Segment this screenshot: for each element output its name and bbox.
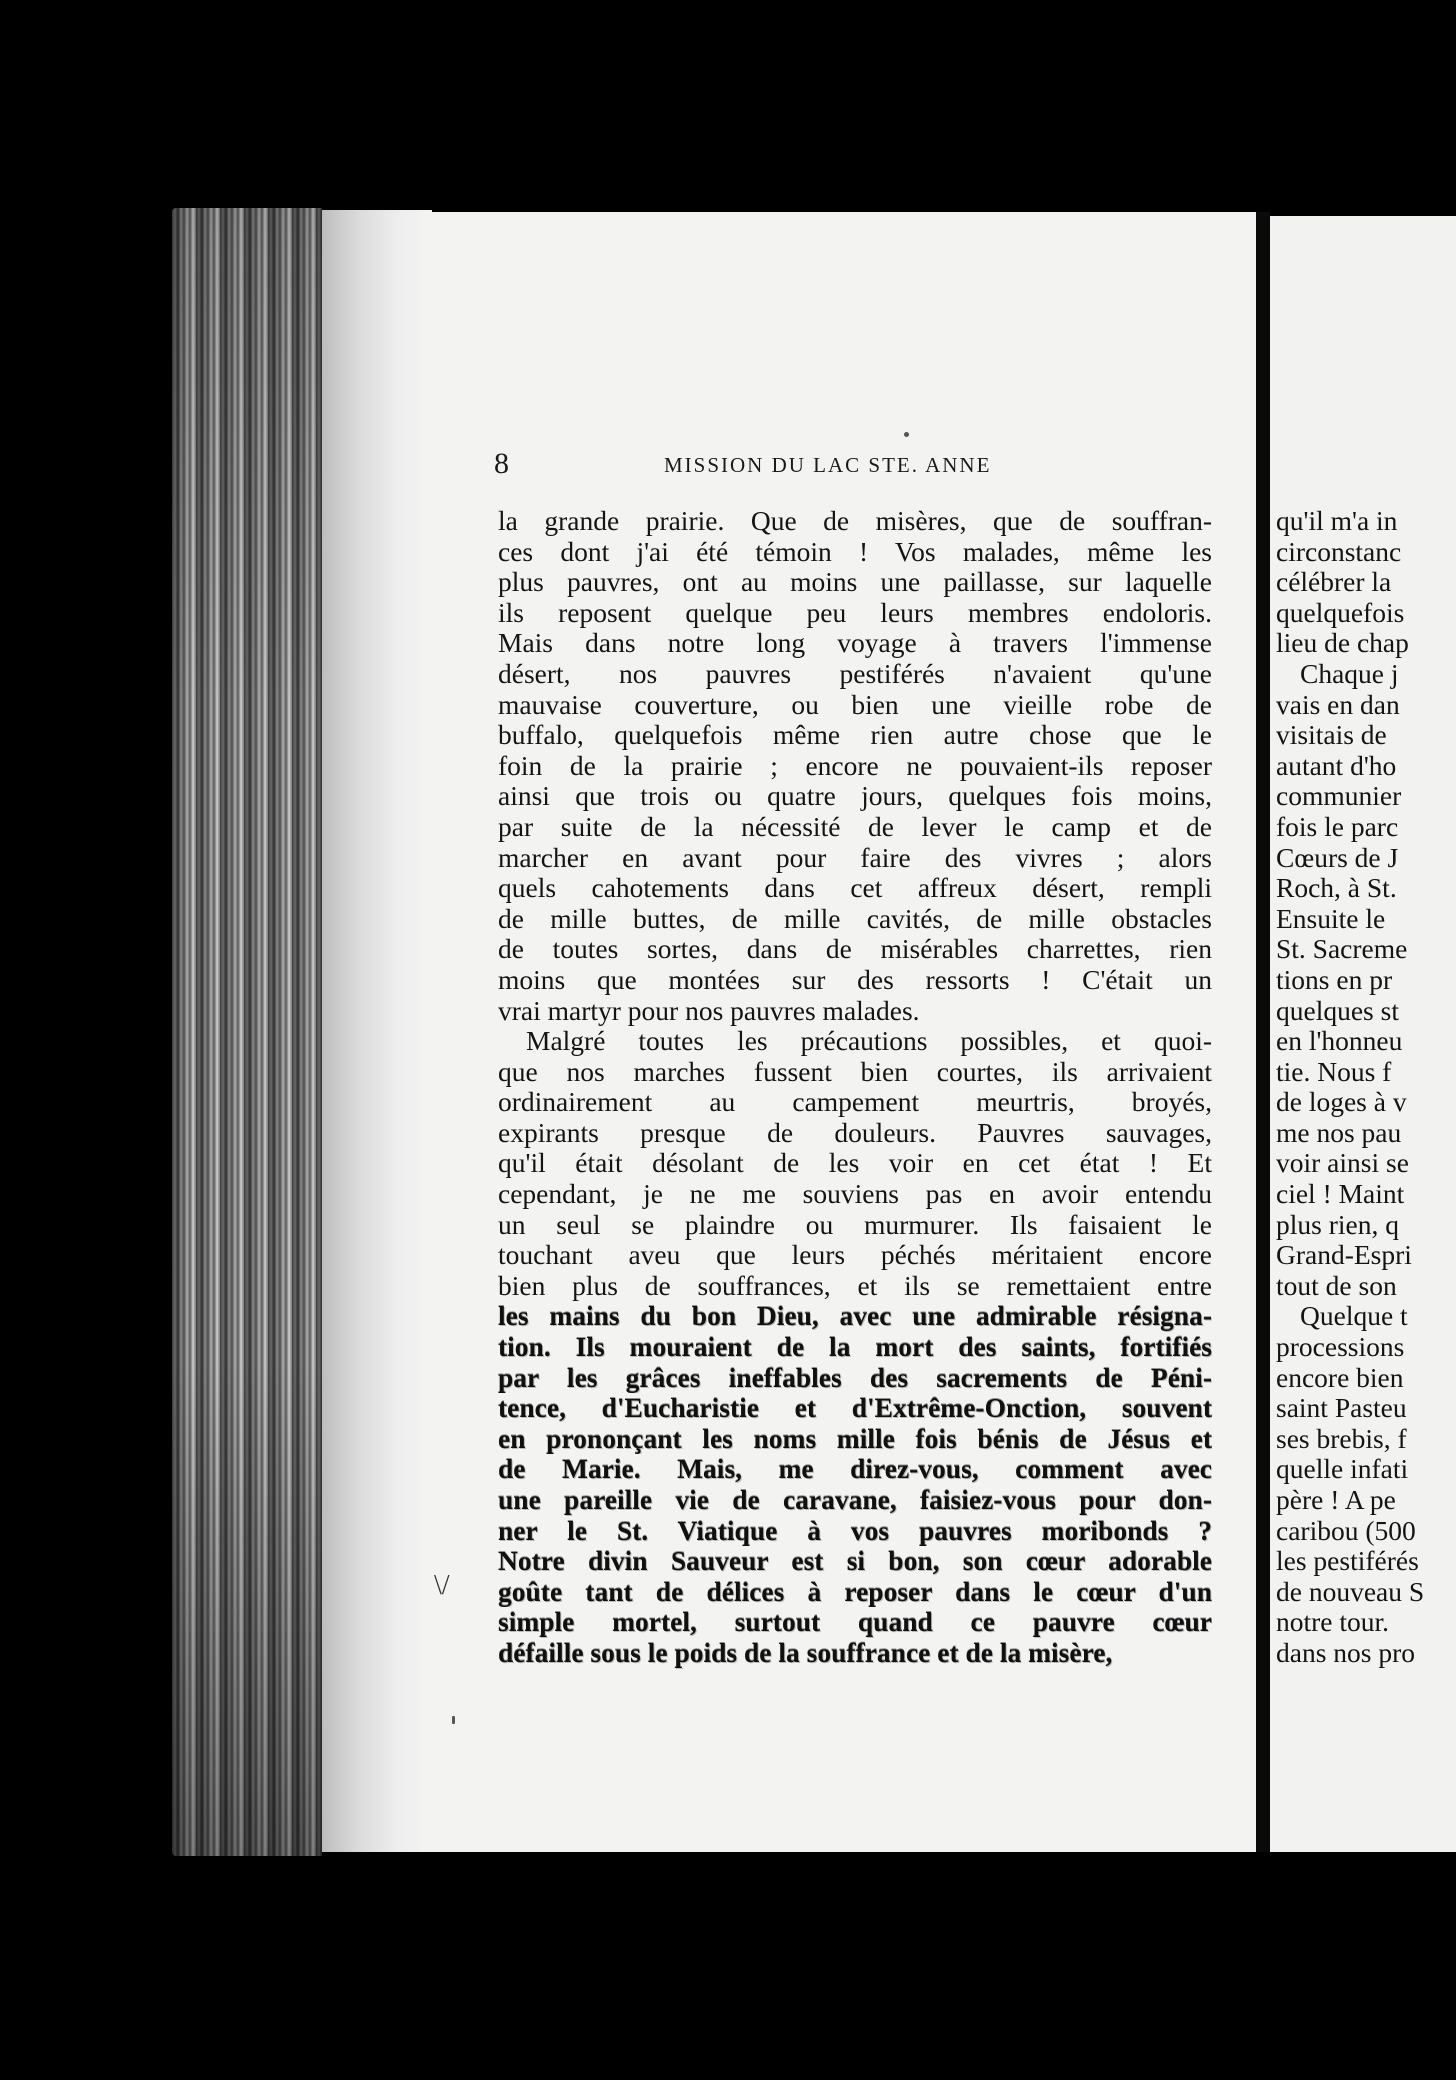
text-line: processions bbox=[1276, 1332, 1405, 1363]
text-line: une pareille vie de caravane, faisiez-vous pour don- bbox=[498, 1485, 1212, 1515]
text-line: caribou (500 bbox=[1276, 1515, 1416, 1546]
text-line: fois le parc bbox=[1276, 811, 1399, 842]
text-line: de toutes sortes, dans de misérables charrettes, rien bbox=[498, 934, 1212, 965]
text-line: quelquefois bbox=[1276, 597, 1405, 628]
text-line: tence, d'Eucharistie et d'Extrême-Onction, souvent bbox=[498, 1393, 1212, 1424]
text-line: défaille sous le poids de la souffrance et de la misère, bbox=[498, 1637, 1113, 1668]
text-line: touchant aveu que leurs péchés méritaient encore bbox=[498, 1240, 1212, 1271]
text-line: qu'il m'a in bbox=[1276, 506, 1398, 536]
text-line: expirants presque de douleurs. Pauvres sauvages, bbox=[498, 1117, 1212, 1148]
book-page-edges bbox=[172, 208, 322, 1856]
text-line: saint Pasteu bbox=[1276, 1393, 1407, 1424]
text-line: ciel ! Maint bbox=[1276, 1179, 1405, 1210]
text-line: de Marie. Mais, me direz-vous, comment avec bbox=[498, 1454, 1212, 1485]
text-line: ils reposent quelque peu leurs membres endoloris. bbox=[498, 597, 1212, 628]
margin-tick-mark: \/ bbox=[434, 1570, 450, 1601]
text-line: notre tour. bbox=[1276, 1607, 1390, 1638]
text-line: visitais de bbox=[1276, 720, 1387, 751]
text-line: ordinairement au campement meurtris, broyés, bbox=[498, 1087, 1212, 1118]
text-line: St. Sacreme bbox=[1276, 934, 1408, 965]
text-line: dans nos pro bbox=[1276, 1637, 1416, 1668]
running-head bbox=[494, 446, 1234, 482]
text-line: de loges à v bbox=[1276, 1087, 1407, 1118]
text-line: Mais dans notre long voyage à travers l'immense bbox=[498, 628, 1212, 659]
page-divider bbox=[1256, 212, 1270, 1852]
text-line: de mille buttes, de mille cavités, de mille obstacles bbox=[498, 903, 1212, 934]
text-line: voir ainsi se bbox=[1276, 1148, 1409, 1179]
text-line: Grand-Espri bbox=[1276, 1240, 1412, 1271]
text-line: ner le St. Viatique à vos pauvres moribonds ? bbox=[498, 1515, 1212, 1546]
text-line: tie. Nous f bbox=[1276, 1056, 1392, 1087]
text-line: quels cahotements dans cet affreux désert, rempli bbox=[498, 873, 1212, 904]
speck-mark bbox=[904, 432, 909, 437]
text-line: me nos pau bbox=[1276, 1117, 1402, 1148]
text-line: moins que montées sur des ressorts ! C'était un bbox=[498, 964, 1212, 995]
text-line: Ensuite le bbox=[1276, 903, 1386, 934]
text-line: père ! A pe bbox=[1276, 1485, 1396, 1515]
text-line: désert, nos pauvres pestiférés n'avaient qu'une bbox=[498, 658, 1212, 689]
text-line: la grande prairie. Que de misères, que de souffran- bbox=[498, 506, 1212, 536]
speck-mark bbox=[452, 1716, 455, 1724]
text-line: circonstanc bbox=[1276, 536, 1402, 567]
left-page-text bbox=[498, 506, 1212, 1669]
text-line: ses brebis, f bbox=[1276, 1423, 1407, 1454]
text-line: quelques st bbox=[1276, 995, 1399, 1026]
text-line: tout de son bbox=[1276, 1270, 1397, 1301]
text-line: par suite de la nécessité de lever le camp et de bbox=[498, 811, 1212, 842]
text-line: Cœurs de J bbox=[1276, 842, 1399, 873]
text-line: Chaque j bbox=[1300, 658, 1399, 689]
text-line: qu'il était désolant de les voir en cet état ! Et bbox=[498, 1148, 1212, 1179]
text-line: les mains du bon Dieu, avec une admirable résigna- bbox=[498, 1301, 1212, 1332]
text-line: encore bien bbox=[1276, 1362, 1404, 1393]
text-line: goûte tant de délices à reposer dans le cœur d'un bbox=[498, 1576, 1212, 1607]
text-line: Quelque t bbox=[1300, 1301, 1408, 1332]
text-line: simple mortel, surtout quand ce pauvre cœur bbox=[498, 1607, 1212, 1638]
right-page-text bbox=[1276, 506, 1456, 1669]
page-number: 8 bbox=[494, 447, 509, 480]
text-line: buffalo, quelquefois même rien autre chose que le bbox=[498, 720, 1212, 751]
text-line: plus rien, q bbox=[1276, 1209, 1399, 1240]
text-line: par les grâces ineffables des sacrements de Péni- bbox=[498, 1362, 1212, 1393]
text-line: bien plus de souffrances, et ils se remettaient entre bbox=[498, 1270, 1212, 1301]
text-line: vrai martyr pour nos pauvres malades. bbox=[498, 995, 920, 1026]
text-line: un seul se plaindre ou murmurer. Ils faisaient le bbox=[498, 1209, 1212, 1240]
text-line: ainsi que trois ou quatre jours, quelques fois moins, bbox=[498, 781, 1212, 812]
text-line: de nouveau S bbox=[1276, 1576, 1425, 1607]
text-line: communier bbox=[1276, 781, 1402, 812]
text-line: Malgré toutes les précautions possibles, et quoi- bbox=[526, 1026, 1212, 1057]
text-line: les pestiférés bbox=[1276, 1546, 1419, 1577]
text-line: ces dont j'ai été témoin ! Vos malades, même les bbox=[498, 536, 1212, 567]
text-line: cependant, je ne me souviens pas en avoir entendu bbox=[498, 1179, 1212, 1210]
text-line: marcher en avant pour faire des vivres ; alors bbox=[498, 842, 1212, 873]
text-line: lieu de chap bbox=[1276, 628, 1409, 659]
text-line: en l'honneu bbox=[1276, 1026, 1403, 1057]
text-line: foin de la prairie ; encore ne pouvaient-ils reposer bbox=[498, 750, 1212, 781]
text-line: Roch, à St. bbox=[1276, 873, 1397, 904]
text-line: plus pauvres, ont au moins une paillasse, sur laquelle bbox=[498, 567, 1212, 598]
text-line: tions en pr bbox=[1276, 964, 1393, 995]
text-line: en prononçant les noms mille fois bénis de Jésus et bbox=[498, 1423, 1212, 1454]
page-gutter bbox=[322, 210, 432, 1852]
text-line: quelle infati bbox=[1276, 1454, 1409, 1485]
text-line: autant d'ho bbox=[1276, 750, 1397, 781]
text-line: mauvaise couverture, ou bien une vieille robe de bbox=[498, 689, 1212, 720]
running-head-title: MISSION DU LAC STE. ANNE bbox=[664, 453, 992, 477]
text-line: Notre divin Sauveur est si bon, son cœur adorable bbox=[498, 1546, 1212, 1577]
text-line: que nos marches fussent bien courtes, ils arrivaient bbox=[498, 1056, 1212, 1087]
text-line: vais en dan bbox=[1276, 689, 1400, 720]
text-line: célébrer la bbox=[1276, 567, 1392, 598]
text-line: tion. Ils mouraient de la mort des saints, fortifiés bbox=[498, 1332, 1212, 1363]
